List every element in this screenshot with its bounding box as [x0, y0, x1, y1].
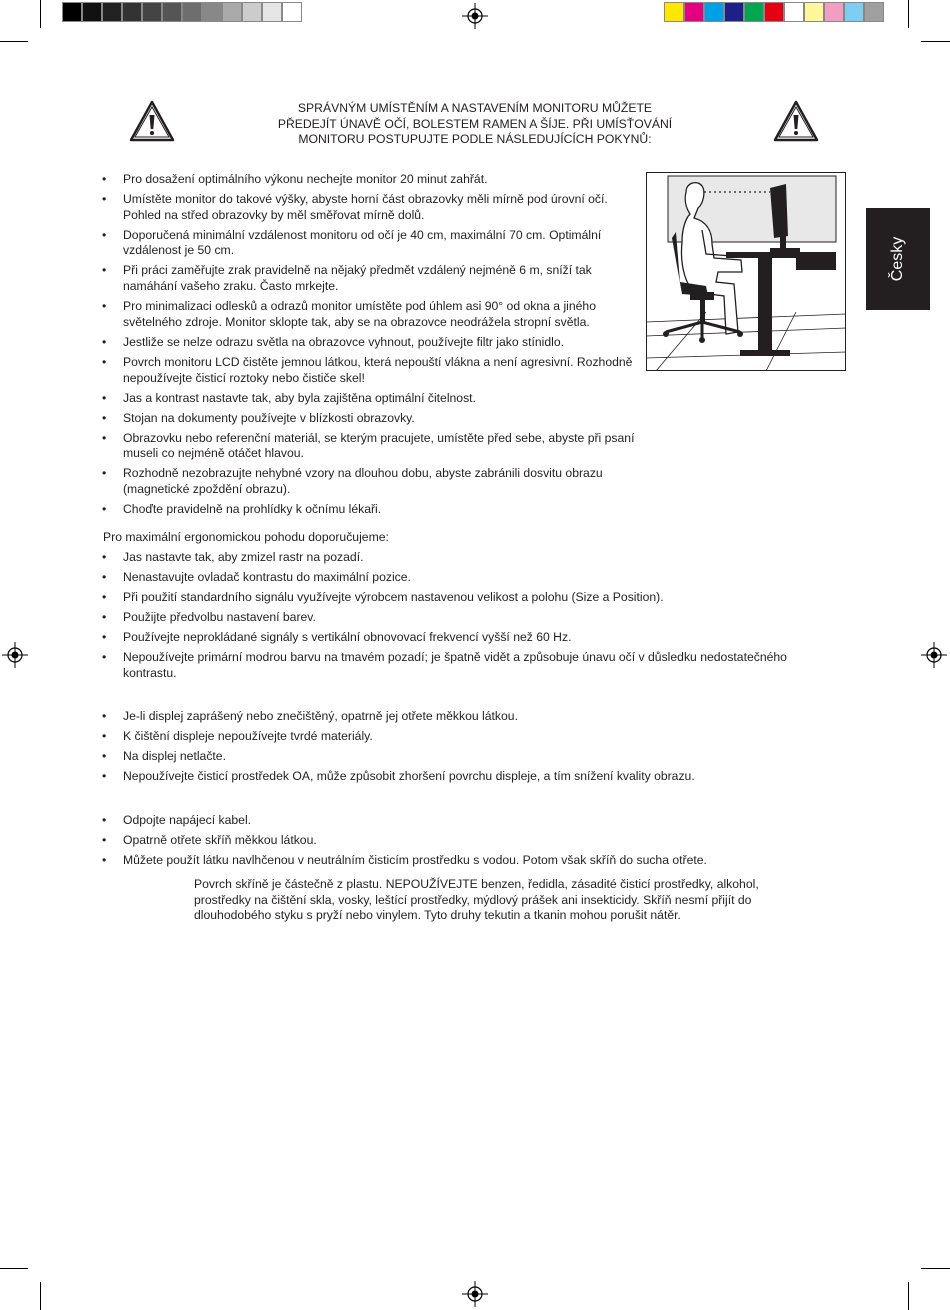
ergonomic-workstation-illustration	[646, 172, 846, 371]
header-line: MONITORU POSTUPUJTE PODLE NÁSLEDUJÍCÍCH POKYNŮ:	[298, 132, 652, 146]
color-swatch	[824, 2, 844, 22]
gray-swatch	[262, 2, 282, 22]
list-item: • Je-li displej zaprášený nebo znečištěný, opatrně jej otřete měkkou látkou.	[100, 709, 840, 725]
gray-swatch	[102, 2, 122, 22]
registration-mark-icon	[921, 642, 947, 668]
gray-swatch	[122, 2, 142, 22]
language-tab	[866, 208, 930, 310]
list-item: • Nepoužívejte čisticí prostředek OA, může způsobit zhoršení povrchu displeje, a tím snížení kvality obrazu.	[100, 769, 840, 785]
ergonomics-list	[100, 172, 640, 522]
crop-mark	[0, 41, 28, 42]
list-item: • Odpojte napájecí kabel.	[100, 813, 840, 829]
crop-mark	[0, 1268, 28, 1269]
list-item: • Pro minimalizaci odlesků a odrazů monitor umístěte pod úhlem asi 90° od okna a jiného světelného zdroje. Monitor sklopte tak, aby se na obrazovce neodrážela stropní světla.	[100, 299, 640, 330]
registration-mark-icon	[2, 642, 28, 668]
registration-mark-icon	[462, 1281, 488, 1307]
crop-mark	[908, 0, 909, 28]
warning-triangle-icon	[773, 100, 819, 142]
list-item: • Jas a kontrast nastavte tak, aby byla zajištěna optimální čitelnost.	[100, 391, 640, 407]
color-swatch	[704, 2, 724, 22]
crop-mark	[921, 1268, 950, 1269]
cabinet-care-note	[194, 877, 834, 924]
gray-swatch	[162, 2, 182, 22]
color-swatch	[864, 2, 884, 22]
list-item: • Pro dosažení optimálního výkonu nechejte monitor 20 minut zahřát.	[100, 172, 640, 188]
gray-swatch	[142, 2, 162, 22]
color-swatch	[764, 2, 784, 22]
color-swatch	[664, 2, 684, 22]
list-item: • Na displej netlačte.	[100, 749, 840, 765]
color-calibration-bar	[664, 2, 884, 22]
display-settings-list	[100, 550, 840, 686]
list-item: • Nenastavujte ovladač kontrastu do maximální pozice.	[100, 570, 840, 586]
list-item: • Choďte pravidelně na prohlídky k očnímu lékaři.	[100, 502, 640, 518]
list-item: • Stojan na dokumenty používejte v blízkosti obrazovky.	[100, 411, 640, 427]
gray-swatch	[222, 2, 242, 22]
language-tab-label: Česky	[889, 236, 906, 282]
gray-swatch	[62, 2, 82, 22]
display-cleaning-list	[100, 709, 840, 789]
note-line: prostředky na čištění skla, vosky, leštící prostředky, mýdlový prášek ani insekticidy. Skříň nesmí přijít do	[194, 892, 752, 907]
list-item: • Nepoužívejte primární modrou barvu na tmavém pozadí; je špatně vidět a způsobuje únavu očí v důsledku nedostatečného kontrastu.	[100, 650, 840, 681]
list-item: • Rozhodně nezobrazujte nehybné vzory na dlouhou dobu, abyste zabránili dosvitu obrazu (magnetické zpoždění obrazu).	[100, 466, 640, 497]
header-line: SPRÁVNÝM UMÍSTĚNÍM A NASTAVENÍM MONITORU MŮŽETE	[297, 101, 653, 115]
gray-swatch	[282, 2, 302, 22]
color-swatch	[844, 2, 864, 22]
list-item: • Umístěte monitor do takové výšky, abyste horní část obrazovky měli mírně pod úrovní očí. Pohled na střed obrazovky by měl směřovat mírně dolů.	[100, 192, 640, 223]
list-item: • Opatrně otřete skříň měkkou látkou.	[100, 833, 840, 849]
list-item: • Povrch monitoru LCD čistěte jemnou látkou, která nepouští vlákna a není agresivní. Rozhodně nepoužívejte čisticí roztoky nebo čističe skel!	[100, 355, 640, 386]
list-item: • Obrazovku nebo referenční materiál, se kterým pracujete, umístěte před sebe, abyste při psaní museli co nejméně otáčet hlavou.	[100, 431, 640, 462]
header-line: PŘEDEJÍT ÚNAVĚ OČÍ, BOLESTEM RAMEN A ŠÍJE. PŘI UMÍSŤOVÁNÍ	[277, 116, 673, 131]
ergonomics-intro: Pro maximální ergonomickou pohodu doporučujeme:	[103, 530, 389, 544]
note-line: Povrch skříně je částečně z plastu. NEPOUŽÍVEJTE benzen, ředidla, zásadité čisticí prostředky, alkohol,	[194, 877, 759, 891]
color-swatch	[744, 2, 764, 22]
warning-triangle-icon	[129, 100, 175, 142]
list-item: • Jas nastavte tak, aby zmizel rastr na pozadí.	[100, 550, 840, 566]
gray-swatch	[82, 2, 102, 22]
gray-swatch	[242, 2, 262, 22]
cabinet-cleaning-list	[100, 813, 840, 873]
color-swatch	[804, 2, 824, 22]
list-item: • Můžete použít látku navlhčenou v neutrálním čisticím prostředku s vodou. Potom však skříň do sucha otřete.	[100, 853, 840, 869]
crop-mark	[908, 1282, 909, 1310]
color-swatch	[724, 2, 744, 22]
color-swatch	[784, 2, 804, 22]
crop-mark	[40, 0, 41, 28]
gray-swatch	[182, 2, 202, 22]
list-item: • Používejte neprokládané signály s vertikální obnovovací frekvencí vyšší než 60 Hz.	[100, 630, 840, 646]
note-line: dlouhodobého styku s pryží nebo vinylem. Tyto druhy tekutin a tkanin mohou porušit nátěr.	[194, 908, 681, 923]
list-item: • Při použití standardního signálu využívejte výrobcem nastavenou velikost a polohu (Size a Position).	[100, 590, 840, 606]
list-item: • Při práci zaměřujte zrak pravidelně na nějaký předmět vzdálený nejméně 6 m, sníží tak namáhání vašeho zraku. Často mrkejte.	[100, 263, 640, 294]
warning-header	[240, 101, 710, 148]
list-item: • K čištění displeje nepoužívejte tvrdé materiály.	[100, 729, 840, 745]
registration-mark-icon	[462, 3, 488, 29]
list-item: • Použijte předvolbu nastavení barev.	[100, 610, 840, 626]
list-item: • Jestliže se nelze odrazu světla na obrazovce vyhnout, používejte filtr jako stínidlo.	[100, 335, 640, 351]
gray-swatch	[202, 2, 222, 22]
crop-mark	[921, 41, 950, 42]
list-item: • Doporučená minimální vzdálenost monitoru od očí je 40 cm, maximální 70 cm. Optimální vzdálenost je 50 cm.	[100, 228, 640, 259]
crop-mark	[40, 1282, 41, 1310]
gray-calibration-bar	[62, 2, 302, 22]
color-swatch	[684, 2, 704, 22]
